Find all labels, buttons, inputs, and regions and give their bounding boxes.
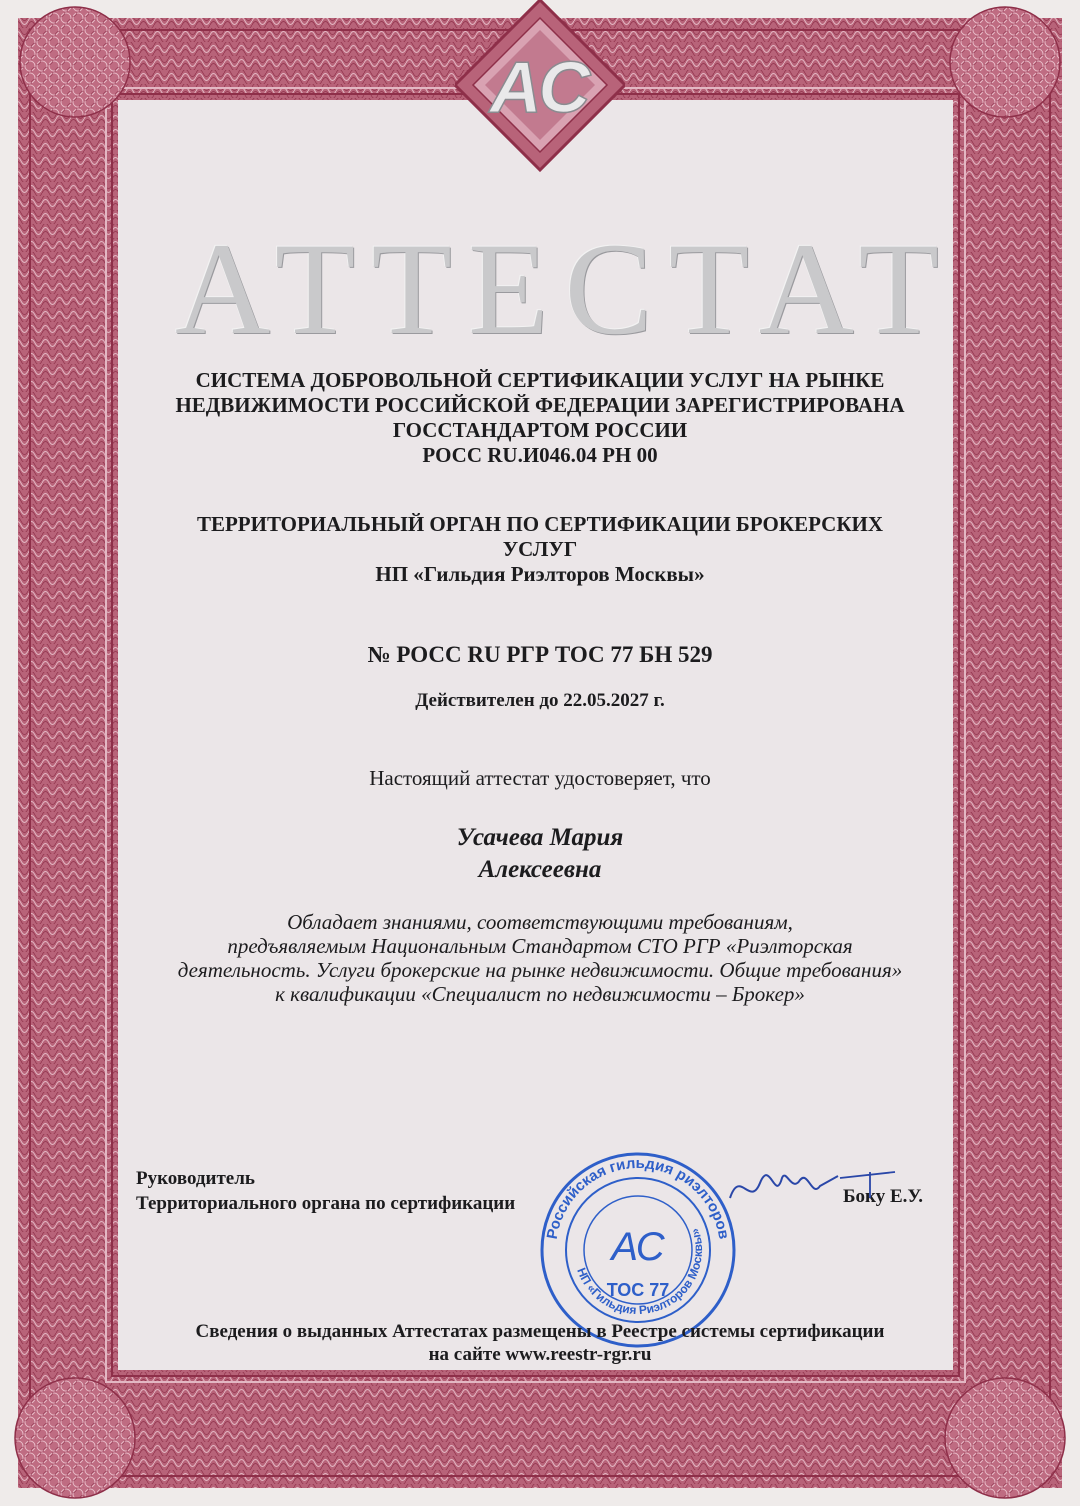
body-line-3: деятельность. Услуги брокерские на рынке недвижимости. Общие требования»: [177, 958, 903, 982]
holder-name-line-1: Усачева Мария: [456, 824, 624, 851]
organ-line-2: УСЛУГ: [502, 537, 578, 561]
intro-text: Настоящий аттестат удостоверяет, что: [369, 766, 711, 790]
certificate-title: АТТЕСТАТ: [175, 215, 956, 362]
stamp-logo: АС: [611, 1225, 665, 1269]
system-line-3: ГОССТАНДАРТОМ РОССИИ: [392, 418, 688, 442]
body-line-2: предъявляемым Национальным Стандартом СТО РГР «Риэлторская: [227, 934, 853, 958]
footer-line-2: на сайте www.reestr-rgr.ru: [428, 1344, 652, 1365]
footer-line-1: Сведения о выданных Аттестатах размещены в Реестре системы сертификации: [195, 1321, 885, 1342]
holder-name: [0, 822, 1080, 886]
stamp-outer-text: Российская гильдия риэлторов: [543, 1154, 733, 1241]
organ-line-1: ТЕРРИТОРИАЛЬНЫЙ ОРГАН ПО СЕРТИФИКАЦИИ БРОКЕРСКИХ: [196, 512, 884, 536]
signer-line-1: Руководитель: [136, 1168, 255, 1189]
system-line-2: НЕДВИЖИМОСТИ РОССИЙСКОЙ ФЕДЕРАЦИИ ЗАРЕГИСТРИРОВАНА: [175, 393, 905, 417]
certification-system: [0, 368, 1080, 468]
valid-until: Действителен до 22.05.2027 г.: [415, 690, 665, 711]
guild-logo-letters: АС: [489, 48, 591, 128]
stamp-center-text: ТОС 77: [606, 1280, 670, 1300]
holder-name-line-2: Алексеевна: [478, 856, 602, 883]
qualification-text: [0, 910, 1080, 1006]
organ-line-3: НП «Гильдия Риэлторов Москвы»: [375, 562, 705, 586]
body-line-4: к квалификации «Специалист по недвижимости – Брокер»: [275, 982, 805, 1006]
stamp-inner-text: НП «Гильдия Риэлторов Москвы»: [574, 1226, 706, 1318]
registry-note: [0, 1320, 1080, 1366]
system-line-4: РОСС RU.И046.04 РН 00: [422, 443, 658, 467]
certification-organ: [0, 512, 1080, 587]
signature: [720, 1158, 910, 1218]
certificate-number: № РОСС RU РГР ТОС 77 БН 529: [367, 642, 713, 667]
signer-title: [136, 1166, 515, 1216]
body-line-1: Обладает знаниями, соответствующими требованиям,: [287, 910, 793, 934]
system-line-1: СИСТЕМА ДОБРОВОЛЬНОЙ СЕРТИФИКАЦИИ УСЛУГ НА РЫНКЕ: [195, 368, 885, 392]
signer-line-2: Территориального органа по сертификации: [136, 1193, 516, 1214]
signer-name: Боку Е.У.: [843, 1186, 924, 1207]
guild-logo: [455, 0, 625, 180]
